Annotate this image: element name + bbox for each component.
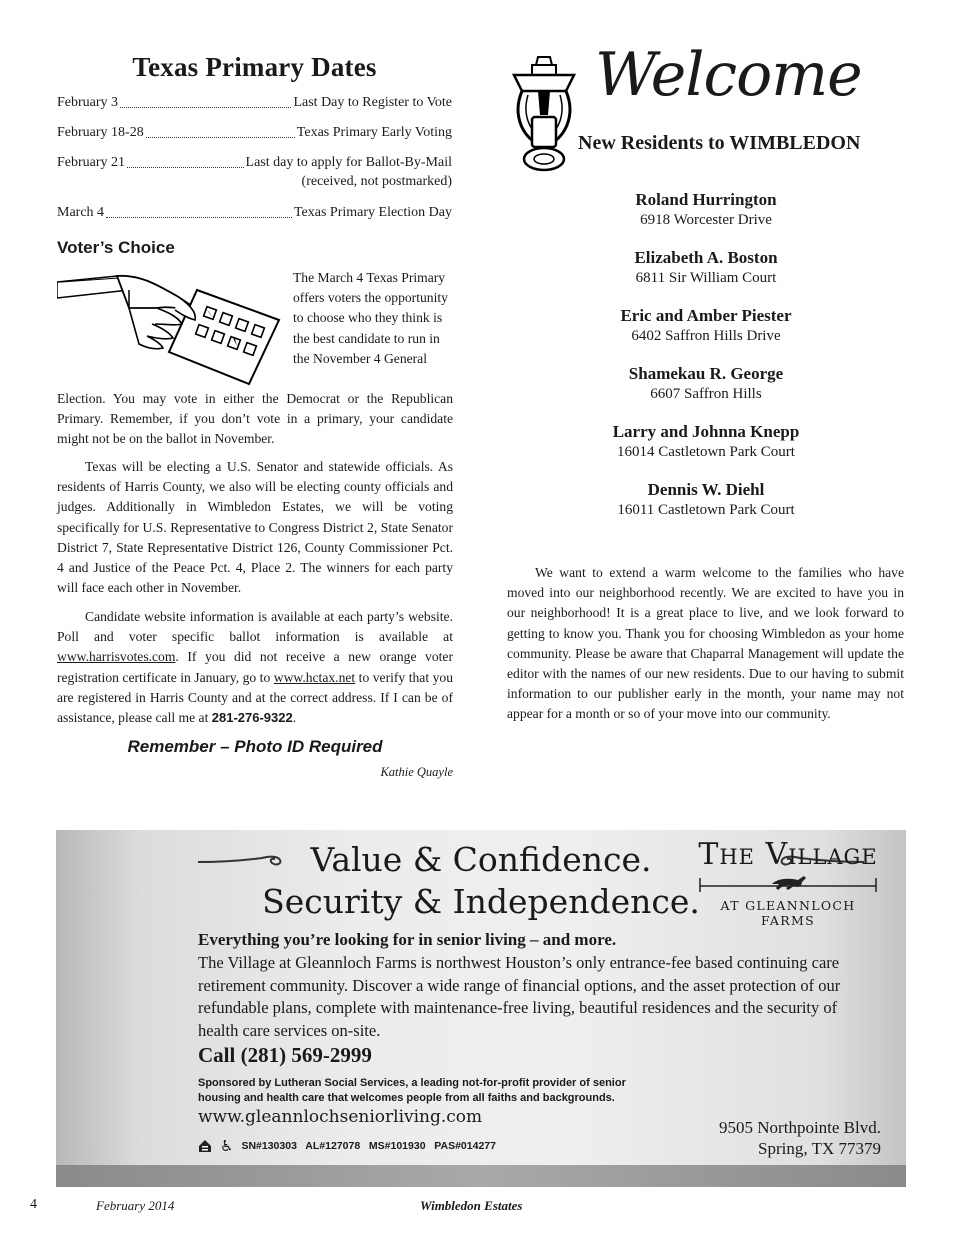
issue-date: February 2014 (96, 1198, 175, 1213)
resident-address: 16014 Castletown Park Court (617, 444, 795, 460)
resident-name: Shamekau R. George (628, 364, 784, 383)
logo-tagline: AT GLEANNLOCH FARMS (720, 898, 856, 928)
date-description: Last day to apply for Ballot-By-Mail (245, 155, 452, 170)
primary-dates-title: Texas Primary Dates (132, 52, 377, 82)
ad-headline-1: Value & Confidence. (310, 840, 652, 879)
date-row (57, 203, 452, 223)
resident-name: Dennis W. Diehl (647, 480, 765, 499)
paragraph-text: Candidate website information is available at each party’s website. Poll and voter specific ballot information is available at (57, 609, 453, 645)
resident-name: Eric and Amber Piester (620, 306, 792, 325)
ad-city-address: Spring, TX 77379 (758, 1139, 881, 1158)
date-label: February 3 (57, 95, 119, 110)
date-label: March 4 (57, 205, 105, 220)
photo-id-reminder: Remember – Photo ID Required (127, 737, 383, 756)
date-description: Last Day to Register to Vote (293, 95, 452, 110)
door-knocker-icon (508, 55, 580, 173)
voters-paragraph-3 (57, 607, 453, 728)
ad-bottom-band (56, 1165, 906, 1187)
ad-website-link[interactable]: www.gleannlochseniorliving.com (198, 1107, 483, 1127)
horse-emblem-icon (698, 872, 878, 894)
date-label: February 18-28 (57, 125, 144, 140)
voters-paragraph-1: Election. You may vote in either the Democrat or the Republican Primary. Remember, if you don’t vote in a primary, your candidate might not be on the ballot in November. (57, 391, 453, 447)
wheelchair-icon: ♿ (220, 1138, 234, 1155)
voters-paragraph-2: Texas will be electing a U.S. Senator and statewide officials. As residents of Harris County, we also will be electing county officials and judges. Additionally in Wimbledon Estates, we will be voting specifically for U.S. Representative to Congress District 2, State Senator District 7, State Representative District 126, County Commissioner Pct. 4 and Justice of the Peace Pct. 4, Place 2. The winners for each party will face each other in November. (57, 459, 453, 596)
ballot-hand-illustration (57, 268, 282, 386)
date-row (57, 93, 452, 113)
dot-leader (106, 217, 292, 218)
ad-subheading: Everything you’re looking for in senior living – and more. (198, 930, 617, 949)
resident-name: Elizabeth A. Boston (634, 248, 778, 267)
date-note: (received, not postmarked) (301, 174, 452, 189)
page-number: 4 (30, 1197, 37, 1212)
hctax-link[interactable]: www.hctax.net (273, 669, 356, 685)
date-description: Texas Primary Early Voting (296, 125, 452, 140)
senior-living-ad (56, 830, 906, 1187)
welcome-title: Welcome (595, 40, 862, 110)
logo-wordmark: The Village (698, 837, 878, 872)
voters-choice-heading: Voter’s Choice (57, 238, 175, 257)
resident-address: 6918 Worcester Drive (640, 212, 772, 228)
date-label: February 21 (57, 155, 126, 170)
dot-leader (146, 137, 295, 138)
dot-leader (120, 107, 291, 108)
paragraph-text: to verify that you are registered in Harris County and at the correct address. If I can be of assistance, please call me at (57, 669, 453, 726)
license-numbers: SN#130303 AL#127078 MS#101930 PAS#014277 (241, 1140, 496, 1152)
publication-name: Wimbledon Estates (420, 1198, 523, 1213)
date-row (57, 123, 452, 143)
welcome-subtitle: New Residents to WIMBLEDON (578, 132, 861, 154)
ad-body-text: The Village at Gleannloch Farms is northwest Houston’s only entrance-fee based continuing care retirement community. Discover a wide range of financial options, and the asset protection of our refundable plans, complete with maintenance-free living, beautiful residences and the security of health care services on-site. (198, 953, 841, 1040)
ad-sponsor-note: Sponsored by Lutheran Social Services, a leading not-for-profit provider of senior housing and health care that welcomes people from all faiths and backgrounds. (198, 1077, 626, 1104)
date-description: Texas Primary Election Day (293, 205, 452, 220)
resident-address: 6402 Saffron Hills Drive (631, 328, 781, 344)
paragraph-text: . If you did not receive a new orange voter registration certificate in January, go to (57, 649, 453, 685)
village-logo (698, 838, 878, 928)
date-row (57, 153, 452, 173)
resident-address: 6607 Saffron Hills (650, 386, 762, 402)
author-signature: Kathie Quayle (380, 765, 453, 779)
dot-leader (127, 167, 243, 168)
resident-name: Larry and Johnna Knepp (612, 422, 800, 441)
resident-address: 6811 Sir William Court (635, 270, 777, 286)
paragraph-text: . (292, 710, 297, 726)
resident-address: 16011 Castletown Park Court (617, 502, 795, 518)
ad-street-address: 9505 Northpointe Blvd. (719, 1118, 881, 1137)
ad-phone: Call (281) 569-2999 (198, 1043, 372, 1067)
ad-headline-2: Security & Independence. (262, 882, 700, 921)
contact-phone: 281-276-9322 (211, 710, 293, 726)
equal-housing-icon (198, 1139, 212, 1153)
resident-name: Roland Hurrington (635, 190, 777, 209)
ad-license-row (198, 1137, 496, 1155)
welcome-paragraph: We want to extend a warm welcome to the families who have moved into our neighborhood recently. We are excited to have you in our neighborhood! It is a great place to live, and we look forward to getting to know you. Thank you for choosing Wimbledon as your home community. Please be aware that Chaparral Management will update the editor with the names of our new residents. Due to our having to submit information to our publisher early in the month, your name may not appear for a month or so of your move into our community. (507, 565, 904, 722)
voters-paragraph-1-wrap: The March 4 Texas Primary offers voters the opportunity to choose who they think is the best candidate to run in the November 4 General (293, 270, 448, 366)
harrisvotes-link[interactable]: www.harrisvotes.com (57, 649, 176, 665)
